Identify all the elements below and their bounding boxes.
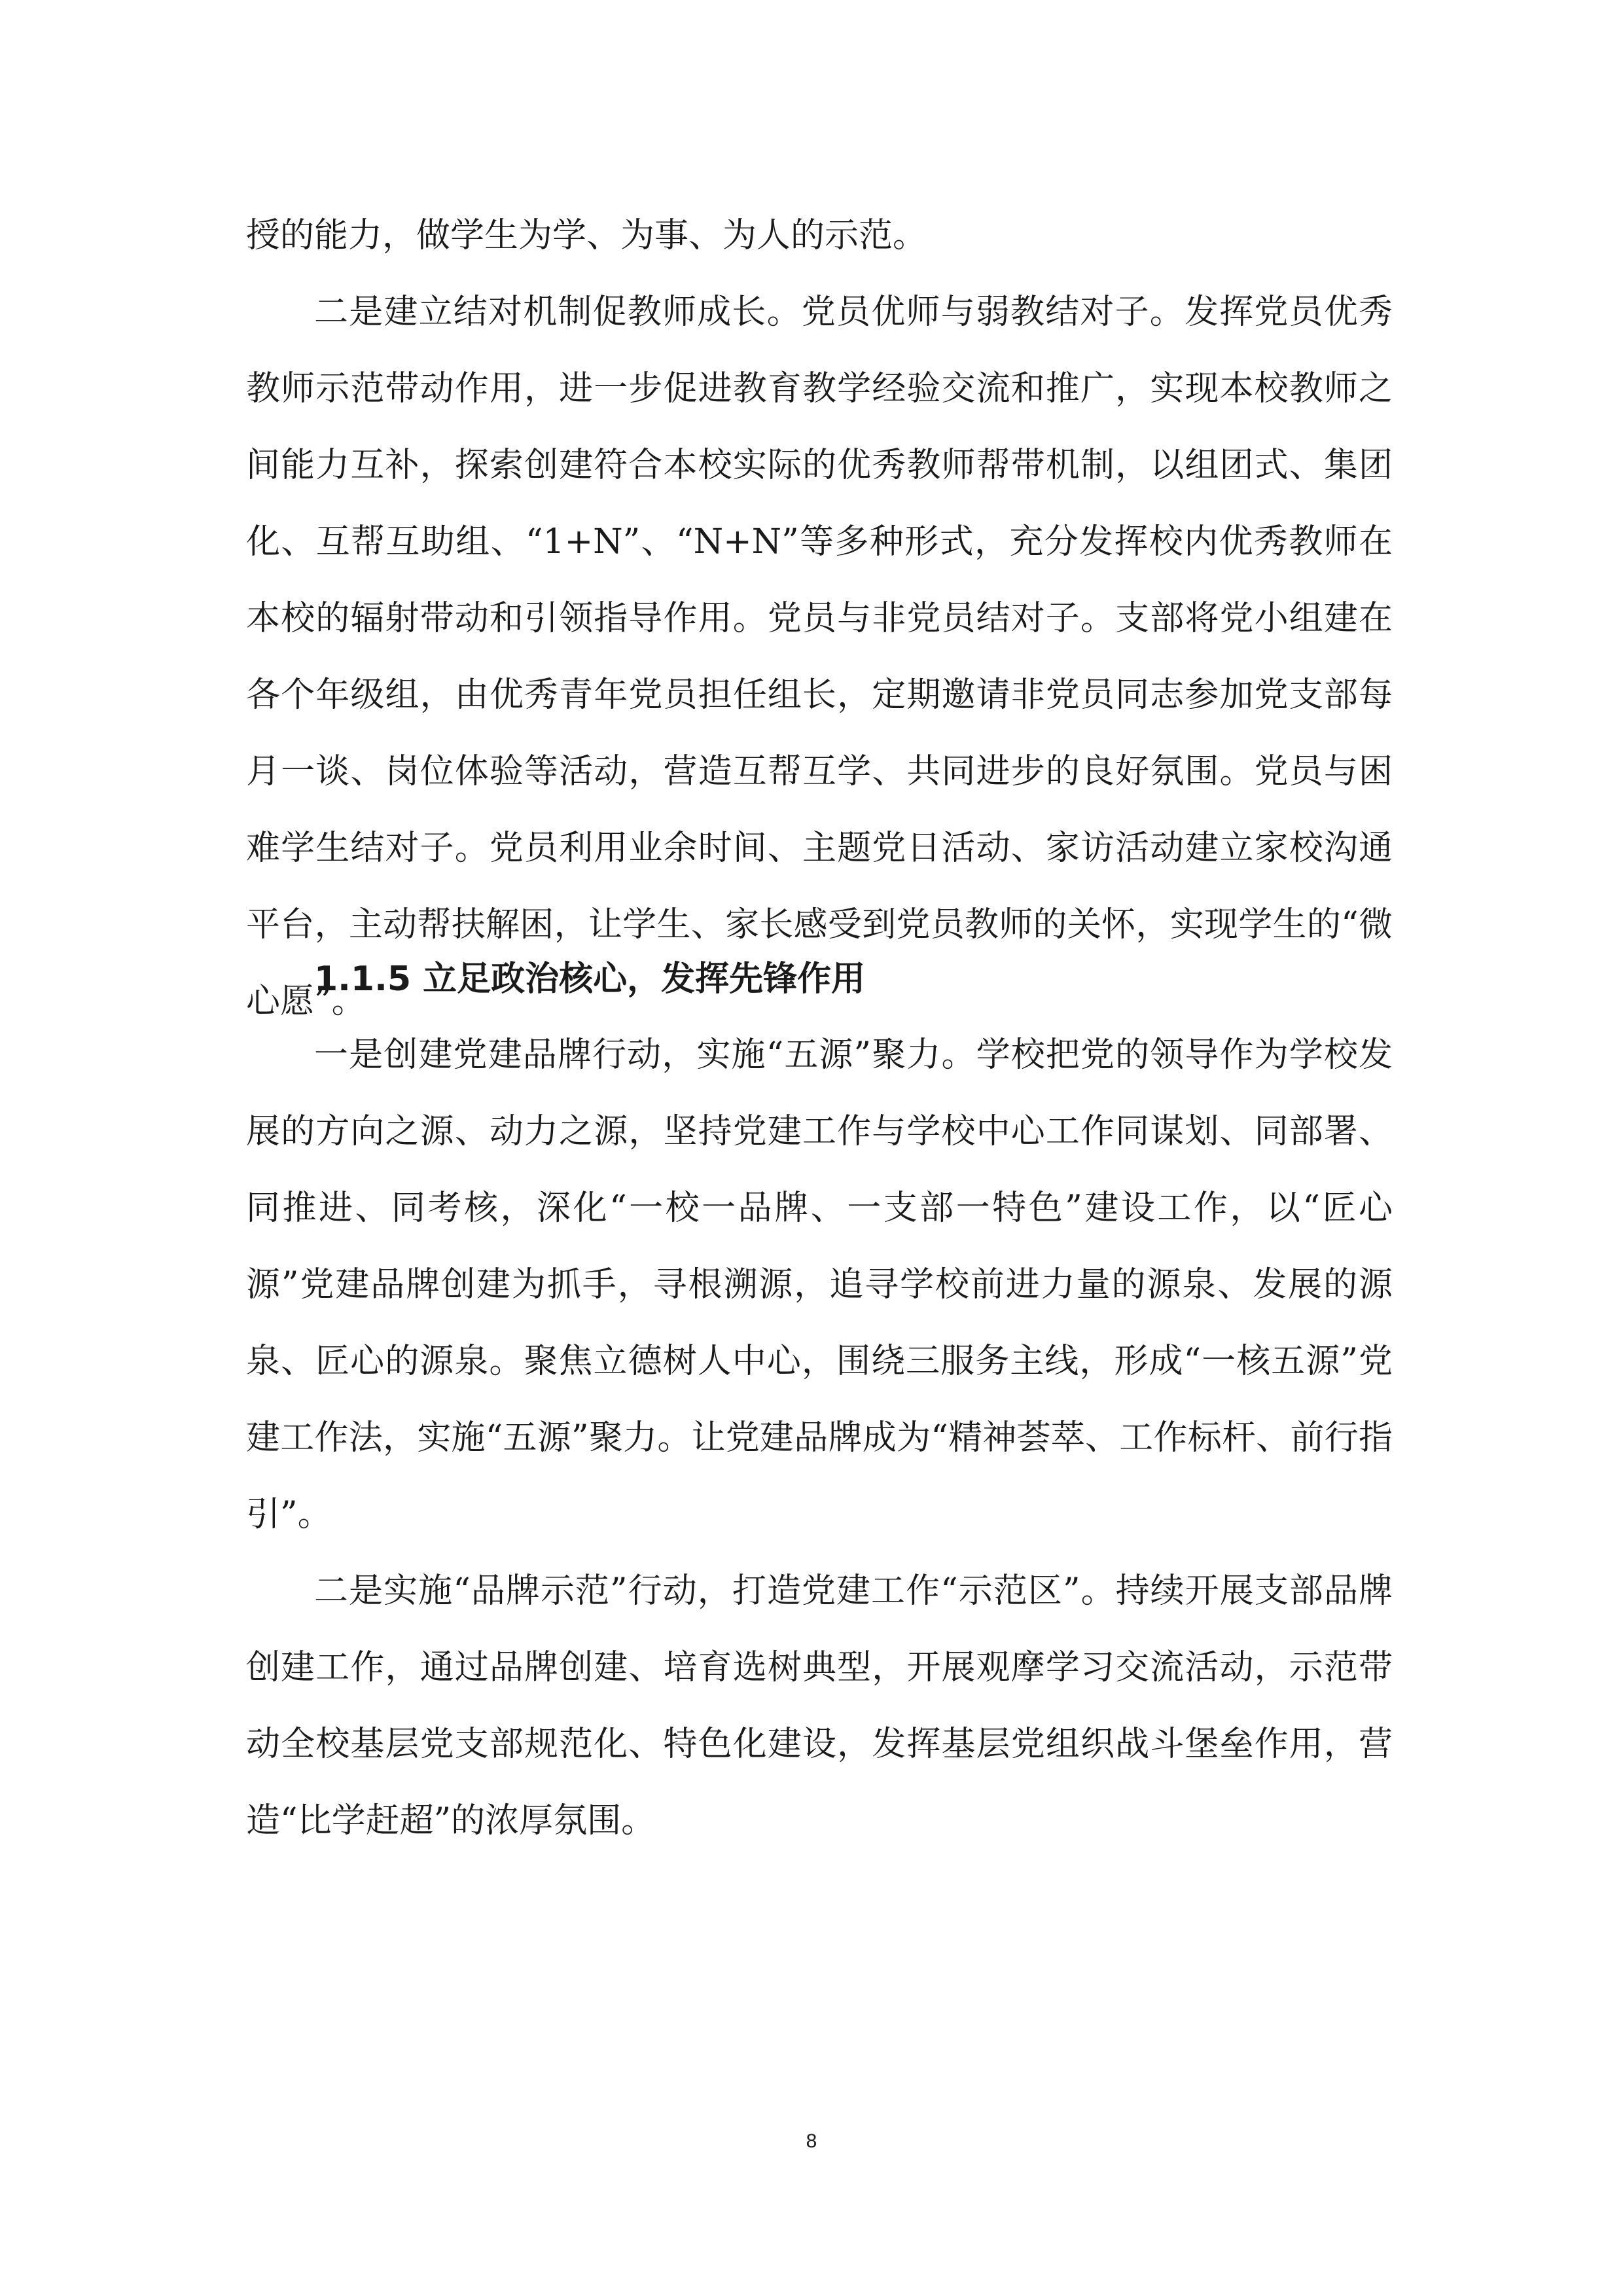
body-text-bottom [246, 1017, 1393, 1859]
paragraph-continuation: 授的能力，做学生为学、为事、为人的示范。 [246, 216, 927, 255]
page-number: 8 [806, 2130, 817, 2152]
body-text-top [246, 198, 1393, 1040]
paragraph-party-brand: 一是创建党建品牌行动，实施“五源”聚力。学校把党的领导作为学校发展的方向之源、动力之源，坚持党建工作与学校中心工作同谋划、同部署、同推进、同考核，深化“一校一品牌、一支部一特色”建设工作，以“匠心源”党建品牌创建为抓手，寻根溯源，追寻学校前进力量的源泉、发展的源泉、匠心的源泉。聚焦立德树人中心，围绕三服务主线，形成“一核五源”党建工作法，实施“五源”聚力。让党建品牌成为“精神荟萃、工作标杆、前行指引”。 [246, 1035, 1393, 1534]
paragraph-brand-demonstration: 二是实施“品牌示范”行动，打造党建工作“示范区”。持续开展支部品牌创建工作，通过品牌创建、培育选树典型，开展观摩学习交流活动，示范带动全校基层党支部规范化、特色化建设，发挥基层党组织战斗堡垒作用，营造“比学赶超”的浓厚氛围。 [246, 1571, 1393, 1840]
section-heading: 1.1.5 立足政治核心，发挥先锋作用 [314, 960, 866, 999]
paragraph-teacher-pairing: 二是建立结对机制促教师成长。党员优师与弱教结对子。发挥党员优秀教师示范带动作用，进一步促进教育教学经验交流和推广，实现本校教师之间能力互补，探索创建符合本校实际的优秀教师帮带机制，以组团式、集团化、互帮互助组、“1+N”、“N+N”等多种形式，充分发挥校内优秀教师在本校的辐射带动和引领指导作用。党员与非党员结对子。支部将党小组建在各个年级组，由优秀青年党员担任组长，定期邀请非党员同志参加党支部每月一谈、岗位体验等活动，营造互帮互学、共同进步的良好氛围。党员与困难学生结对子。党员利用业余时间、主题党日活动、家访活动建立家校沟通平台，主动帮扶解困，让学生、家长感受到党员教师的关怀，实现学生的“微心愿”。 [246, 293, 1393, 1021]
